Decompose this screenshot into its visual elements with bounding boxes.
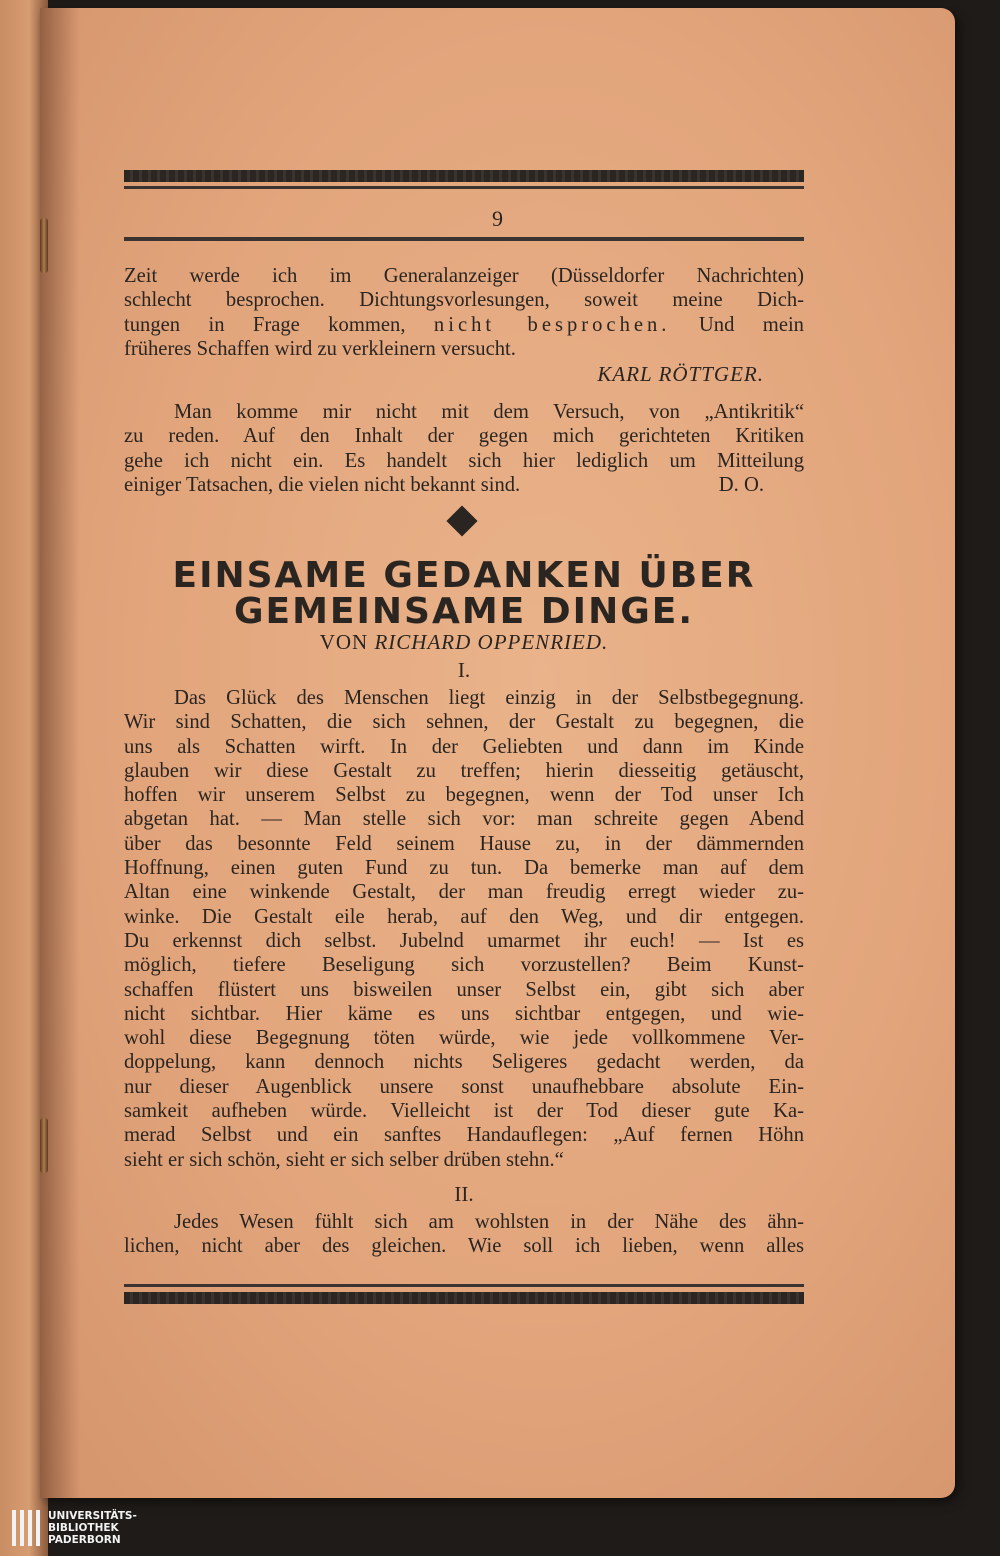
text-span: tungen in Frage kommen,	[124, 313, 406, 336]
text-line: nicht sichtbar. Hier käme es uns sichtbar entgegen, und wie-	[124, 1002, 804, 1025]
text-line: schaffen flüstert uns bisweilen unser Selbst ein, gibt sich aber	[124, 978, 804, 1001]
text-line: zu reden. Auf den Inhalt der gegen mich gerichteten Kritiken	[124, 425, 804, 448]
article-title-line2: GEMEINSAME DINGE.	[233, 591, 695, 632]
article-byline	[124, 630, 804, 655]
text-line: hoffen wir unserem Selbst zu begegnen, wenn der Tod unser Ich	[124, 784, 804, 807]
text-span: Und mein	[698, 313, 804, 336]
section-number-2: II.	[454, 1182, 474, 1206]
signature-karl-roettger: KARL RÖTTGER.	[597, 362, 764, 386]
text-line: Hoffnung, einen guten Fund zu tun. Da bemerke man auf dem	[124, 857, 804, 880]
text-line: Das Glück des Menschen liegt einzig in der Selbstbegegnung.	[174, 687, 804, 709]
text-line: glauben wir diese Gestalt zu treffen; hierin diesseitig getäuscht,	[124, 759, 804, 782]
byline-author: RICHARD OPPENRIED.	[374, 630, 609, 654]
text-line: Wir sind Schatten, die sich sehnen, der Gestalt zu begegnen, die	[124, 711, 804, 734]
footer-rule-thin	[124, 1284, 804, 1287]
text-line: uns als Schatten wirft. In der Geliebten und dann im Kinde	[124, 735, 804, 758]
text-line: doppelung, kann dennoch nichts Seligeres gedacht werden, da	[124, 1051, 804, 1074]
header-rule-thin	[124, 186, 804, 189]
text-line: Zeit werde ich im Generalanzeiger (Düsseldorfer Nachrichten)	[124, 265, 804, 287]
spaced-emphasis: nicht besprochen.	[433, 313, 671, 336]
text-line: nur dieser Augenblick unsere sonst unaufhebbare absolute Ein-	[124, 1075, 804, 1098]
staple-top	[40, 218, 48, 273]
text-line: abgetan hat. — Man stelle sich vor: man schreite gegen Abend	[124, 808, 804, 831]
library-logo	[12, 1508, 137, 1548]
logo-line: PADERBORN	[48, 1534, 121, 1546]
header-rule-under-number	[124, 237, 804, 241]
logo-line: UNIVERSITÄTS-	[48, 1510, 137, 1522]
text-line: sieht er sich schön, sieht er sich selber drüben stehn.“	[124, 1148, 564, 1171]
article-title-line1: EINSAME GEDANKEN ÜBER	[172, 555, 756, 596]
text-line: schlecht besprochen. Dichtungsvorlesungen, soweit meine Dich-	[124, 289, 804, 312]
text-line: über das besonnte Feld seinem Hause zu, in der dämmernden	[124, 832, 804, 855]
section-2-text	[124, 1210, 804, 1259]
section-1-text	[124, 686, 804, 1172]
staple-bottom	[40, 1118, 48, 1173]
footer-rule-thick	[124, 1292, 804, 1304]
intro-paragraph	[124, 264, 804, 361]
text-line: gehe ich nicht ein. Es handelt sich hier lediglich um Mitteilung	[124, 449, 804, 472]
text-line: lichen, nicht aber des gleichen. Wie soll ich lieben, wenn alles	[124, 1235, 804, 1258]
editor-note	[124, 400, 804, 497]
text-line: merad Selbst und ein sanftes Handauflegen: „Auf fernen Höhn	[124, 1124, 804, 1147]
logo-line: BIBLIOTHEK	[48, 1522, 119, 1534]
text-line: möglich, tiefere Beseligung sich vorzustellen? Beim Kunst-	[124, 954, 804, 977]
text-line: winke. Die Gestalt eile herab, auf den Weg, und dir entgegen.	[124, 905, 804, 928]
section-number-1: I.	[457, 658, 471, 682]
text-line: früheres Schaffen wird zu verkleinern versucht.	[124, 337, 516, 360]
text-line: Du erkennst dich selbst. Jubelnd umarmet ihr euch! — Ist es	[124, 929, 804, 952]
text-line: samkeit aufheben würde. Vielleicht ist der Tod dieser gute Ka-	[124, 1100, 804, 1123]
byline-prefix: VON	[319, 630, 369, 654]
text-span: einiger Tatsachen, die vielen nicht bekannt sind.	[124, 473, 521, 496]
text-line	[124, 313, 804, 337]
text-line: Jedes Wesen fühlt sich am wohlsten in der Nähe des ähn-	[174, 1211, 804, 1233]
text-line: wohl diese Begegnung töten würde, wie jede vollkommene Ver-	[124, 1027, 804, 1050]
text-line	[124, 473, 804, 497]
header-rule-thick	[124, 170, 804, 182]
page-number: 9	[492, 206, 503, 231]
text-line: Altan eine winkende Gestalt, der man freudig erregt wieder zu-	[124, 881, 804, 904]
library-logo-text	[48, 1510, 137, 1546]
text-line: Man komme mir nicht mit dem Versuch, von „Antikritik“	[174, 401, 804, 423]
note-signature: D. O.	[718, 473, 764, 496]
library-logo-icon	[12, 1510, 40, 1546]
